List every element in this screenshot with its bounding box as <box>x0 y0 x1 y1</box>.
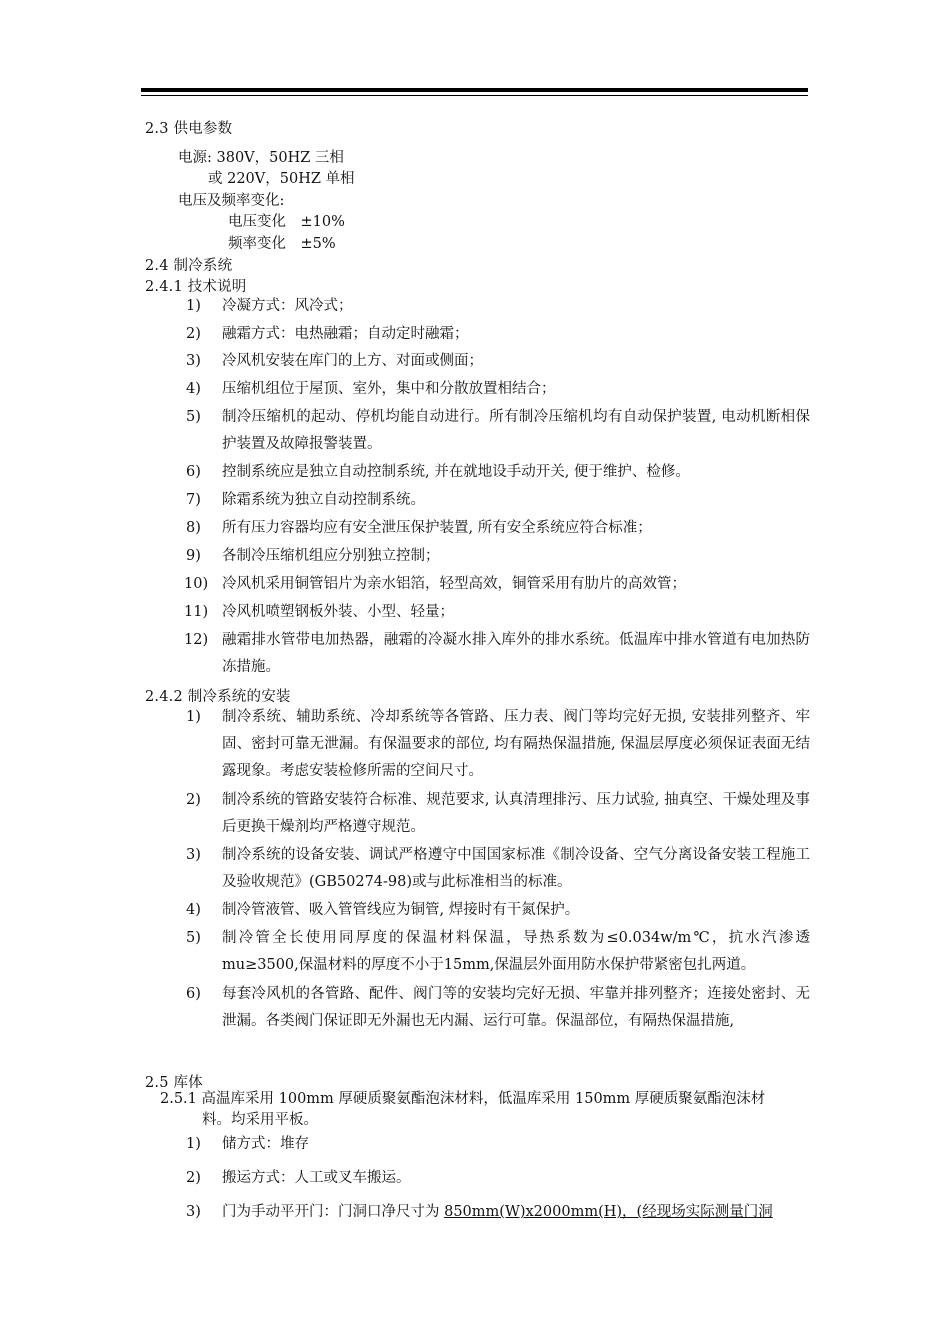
item-text: 融霜排水管带电加热器，融霜的冷凝水排入库外的排水系统。低温库中排水管道有电加热防冻措施。 <box>222 632 810 675</box>
item-text: 各制冷压缩机组应分别独立控制； <box>222 548 440 564</box>
paragraph-2-5-1 <box>160 1089 810 1131</box>
item-text: 冷风机喷塑钢板外装、小型、轻量； <box>222 604 454 620</box>
item-number: 2) <box>186 326 201 342</box>
freq-change-line: 频率变化 ±5% <box>228 236 336 252</box>
item-text: 冷凝方式：风冷式； <box>222 298 353 314</box>
tech-item <box>186 459 810 486</box>
item-text: 制冷系统的设备安装、调试严格遵守中国国家标准《制冷设备、空气分离设备安装工程施工及验收规范》(GB50274-98)或与此标准相当的标准。 <box>222 847 810 890</box>
power-alt-line: 或 220V，50HZ 单相 <box>208 171 355 187</box>
tech-item <box>186 348 810 375</box>
section-heading-2-4-2: 2.4.2 制冷系统的安装 <box>145 689 291 705</box>
power-source-line: 电源: 380V，50HZ 三相 <box>178 150 344 166</box>
tech-item <box>186 321 810 348</box>
voltage-freq-heading: 电压及频率变化: <box>178 193 285 209</box>
item-text <box>222 1199 810 1226</box>
item-text: 控制系统应是独立自动控制系统, 并在就地设手动开关, 便于维护、检修。 <box>222 464 690 480</box>
tech-item <box>186 293 810 320</box>
item-text: 制冷管全长使用同厚度的保温材料保温，导热系数为≤0.034w/m℃，抗水汽渗透mu≥3500,保温材料的厚度不小于15mm,保温层外面用防水保护带紧密包扎两道。 <box>222 930 810 973</box>
header-rule-thin <box>141 95 808 96</box>
item-text: 所有压力容器均应有安全泄压保护装置, 所有安全系统应符合标准； <box>222 520 652 536</box>
tech-item <box>186 404 810 458</box>
item-number: 1) <box>186 1136 201 1152</box>
install-item <box>186 981 810 1035</box>
item-number: 12) <box>184 632 209 648</box>
item-text: 制冷系统的管路安装符合标准、规范要求, 认真清理排污、压力试验, 抽真空、干燥处理及事后更换干燥剂均严格遵守规范。 <box>222 792 810 835</box>
install-item <box>186 704 810 785</box>
body-item <box>186 1199 810 1226</box>
item-text: 制冷系统、辅助系统、冷却系统等各管路、压力表、阀门等均完好无损, 安装排列整齐、牢固、密封可靠无泄漏。有保温要求的部位, 均有隔热保温措施, 保温层厚度必须保证表面无结露现象。考虑安装检修所需的空间尺寸。 <box>222 709 810 779</box>
item-text: 压缩机组位于屋顶、室外，集中和分散放置相结合； <box>222 381 556 397</box>
item-number: 3) <box>186 1204 201 1220</box>
install-item <box>186 897 810 924</box>
section-heading-2-4-1: 2.4.1 技术说明 <box>145 279 247 295</box>
install-item <box>186 842 810 896</box>
body-item <box>186 1165 810 1192</box>
item-text: 制冷压缩机的起动、停机均能自动进行。所有制冷压缩机均有自动保护装置, 电动机断相保护装置及故障报警装置。 <box>222 409 810 452</box>
tech-item <box>186 487 810 514</box>
header-rule-thick <box>141 88 808 92</box>
item-number: 4) <box>186 381 201 397</box>
tech-item <box>186 515 810 542</box>
tech-item <box>186 599 810 626</box>
item-number: 5) <box>186 409 201 425</box>
section-heading-2-5: 2.5 库体 <box>145 1075 203 1091</box>
tech-item <box>186 571 810 598</box>
item-number: 3) <box>186 847 201 863</box>
item-number: 1) <box>186 298 201 314</box>
item-number: 2) <box>186 1170 201 1186</box>
body-item <box>186 1131 810 1158</box>
paragraph-2-5-1-lead: 2.5.1 高温库采用 100mm 厚硬质聚氨酯泡沫材料，低温库采用 150mm 厚硬质聚氨酯泡沫材 <box>160 1091 766 1107</box>
section-heading-2-4: 2.4 制冷系统 <box>145 258 233 274</box>
item-text: 融霜方式：电热融霜；自动定时融霜； <box>222 326 469 342</box>
item-number: 7) <box>186 492 201 508</box>
item-text: 每套冷风机的各管路、配件、阀门等的安装均完好无损、牢靠并排列整齐；连接处密封、无泄漏。各类阀门保证即无外漏也无内漏、运行可靠。保温部位，有隔热保温措施, <box>222 986 810 1029</box>
voltage-change-line: 电压变化 ±10% <box>228 214 345 230</box>
item-text: 制冷管液管、吸入管管线应为铜管, 焊接时有干氮保护。 <box>222 902 580 918</box>
item-text: 搬运方式：人工或叉车搬运。 <box>222 1170 411 1186</box>
tech-item <box>186 543 810 570</box>
item-number: 4) <box>186 902 201 918</box>
item-number: 9) <box>186 548 201 564</box>
item-number: 6) <box>186 464 201 480</box>
section-heading-2-3: 2.3 供电参数 <box>145 121 233 137</box>
tech-item <box>186 627 810 681</box>
item-text: 储方式：堆存 <box>222 1136 309 1152</box>
item-number: 1) <box>186 709 201 725</box>
item-number: 11) <box>184 604 209 620</box>
item-number: 3) <box>186 353 201 369</box>
item-number: 6) <box>186 986 201 1002</box>
item-number: 10) <box>184 576 209 592</box>
install-item <box>186 925 810 979</box>
tech-item <box>186 376 810 403</box>
item-text: 冷风机安装在库门的上方、对面或侧面； <box>222 353 483 369</box>
item-text: 冷风机采用铜管铝片为亲水铝箔，轻型高效，铜管采用有肋片的高效管； <box>222 576 686 592</box>
item-text: 除霜系统为独立自动控制系统。 <box>222 492 425 508</box>
door-dimension-underlined: 850mm(W)x2000mm(H)，(经现场实际测量门洞 <box>444 1204 773 1220</box>
item-number: 2) <box>186 792 201 808</box>
item-number: 5) <box>186 930 201 946</box>
paragraph-2-5-1-cont: 料。均采用平板。 <box>202 1112 318 1128</box>
install-item <box>186 787 810 841</box>
item-text-plain: 门为手动平开门：门洞口净尺寸为 <box>222 1204 445 1220</box>
item-number: 8) <box>186 520 201 536</box>
